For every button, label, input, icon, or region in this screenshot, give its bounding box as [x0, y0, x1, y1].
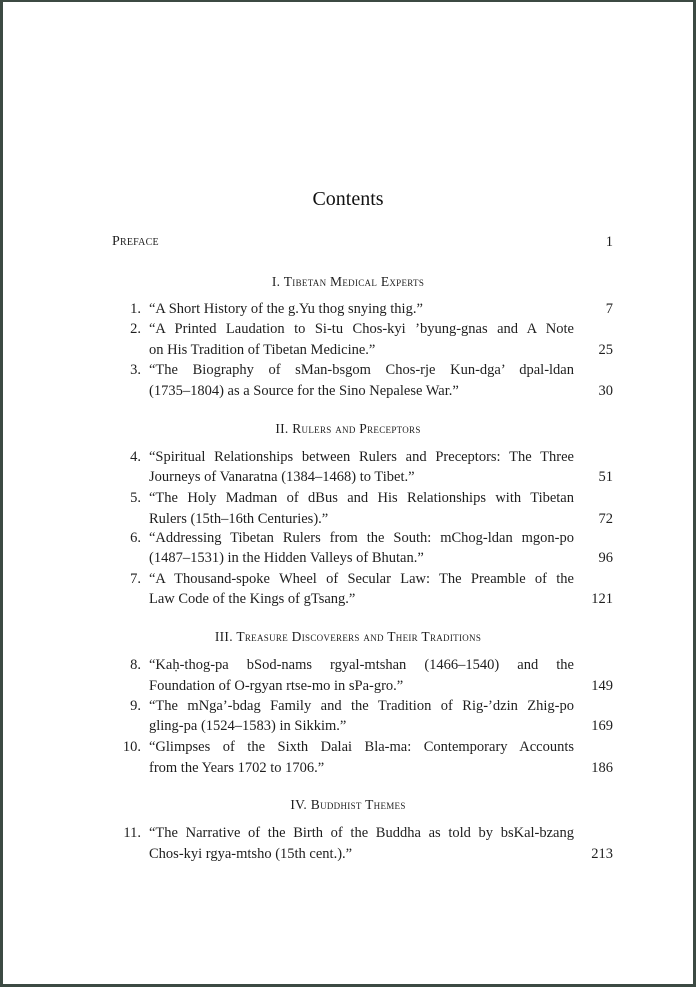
entry-line: Journeys of Vanaratna (1384–1468) to Tibet.”: [149, 469, 415, 485]
entry-number: 1.: [130, 301, 141, 317]
preface-label: Preface: [112, 234, 159, 249]
preface-page-number: 1: [605, 234, 613, 250]
entry-line: “A Short History of the g.Yu thog snying thig.”: [149, 301, 423, 317]
entry-line: “A Printed Laudation to Si-tu Chos-kyi ’byung-gnas and A Note: [149, 321, 574, 337]
entry-line: Law Code of the Kings of gTsang.”: [149, 591, 356, 607]
section-heading-3: III. Treasure Discoverers and Their Traditions: [214, 629, 482, 644]
entry-page-number: 72: [598, 511, 613, 527]
page-title: Contents: [312, 188, 384, 210]
entry-number: 5.: [130, 490, 141, 506]
entry-number: 11.: [123, 825, 141, 841]
entry-page-number: 30: [598, 383, 613, 399]
entry-page-number: 169: [591, 718, 613, 734]
entry-page-number: 186: [591, 760, 613, 776]
entry-page-number: 121: [591, 591, 613, 607]
book-page: [3, 2, 693, 984]
entry-line: Foundation of O-rgyan rtse-mo in sPa-gro.”: [149, 678, 404, 694]
entry-line: “The Holy Madman of dBus and His Relationships with Tibetan: [149, 490, 574, 506]
entry-line: gling-pa (1524–1583) in Sikkim.”: [149, 718, 347, 734]
entry-number: 3.: [130, 362, 141, 378]
section-heading-1: I. Tibetan Medical Experts: [271, 274, 425, 289]
entry-line: from the Years 1702 to 1706.”: [149, 760, 325, 776]
entry-line: “Addressing Tibetan Rulers from the South: mChog-ldan mgon-po: [149, 530, 574, 546]
entry-page-number: 213: [591, 846, 613, 862]
entry-line: “Spiritual Relationships between Rulers and Preceptors: The Three: [149, 449, 574, 465]
entry-number: 7.: [130, 571, 141, 587]
entry-line: on His Tradition of Tibetan Medicine.”: [149, 342, 376, 358]
entry-line: “Glimpses of the Sixth Dalai Bla-ma: Contemporary Accounts: [149, 739, 574, 755]
section-heading-4: IV. Buddhist Themes: [290, 797, 406, 812]
entry-line: (1735–1804) as a Source for the Sino Nepalese War.”: [149, 383, 459, 399]
entry-line: (1487–1531) in the Hidden Valleys of Bhutan.”: [149, 550, 424, 566]
entry-number: 6.: [130, 530, 141, 546]
entry-page-number: 25: [598, 342, 613, 358]
entry-number: 10.: [122, 739, 141, 755]
entry-page-number: 7: [605, 301, 613, 317]
entry-line: Rulers (15th–16th Centuries).”: [149, 511, 329, 527]
section-heading-2: II. Rulers and Preceptors: [275, 421, 421, 436]
entry-number: 4.: [130, 449, 141, 465]
entry-number: 9.: [130, 698, 141, 714]
entry-number: 2.: [130, 321, 141, 337]
entry-line: “The Narrative of the Birth of the Buddha as told by bsKal-bzang: [149, 825, 574, 841]
entry-page-number: 51: [598, 469, 613, 485]
entry-line: Chos-kyi rgya-mtsho (15th cent.).”: [149, 846, 353, 862]
entry-line: “The mNga’-bdag Family and the Tradition of Rig-’dzin Zhig-po: [149, 698, 574, 714]
entry-page-number: 149: [591, 678, 613, 694]
entry-number: 8.: [130, 657, 141, 673]
entry-page-number: 96: [598, 550, 613, 566]
entry-line: “A Thousand-spoke Wheel of Secular Law: The Preamble of the: [149, 571, 574, 587]
entry-line: “The Biography of sMan-bsgom Chos-rje Kun-dga’ dpal-ldan: [149, 362, 574, 378]
entry-line: “Kaḥ-thog-pa bSod-nams rgyal-mtshan (1466–1540) and the: [149, 657, 574, 673]
